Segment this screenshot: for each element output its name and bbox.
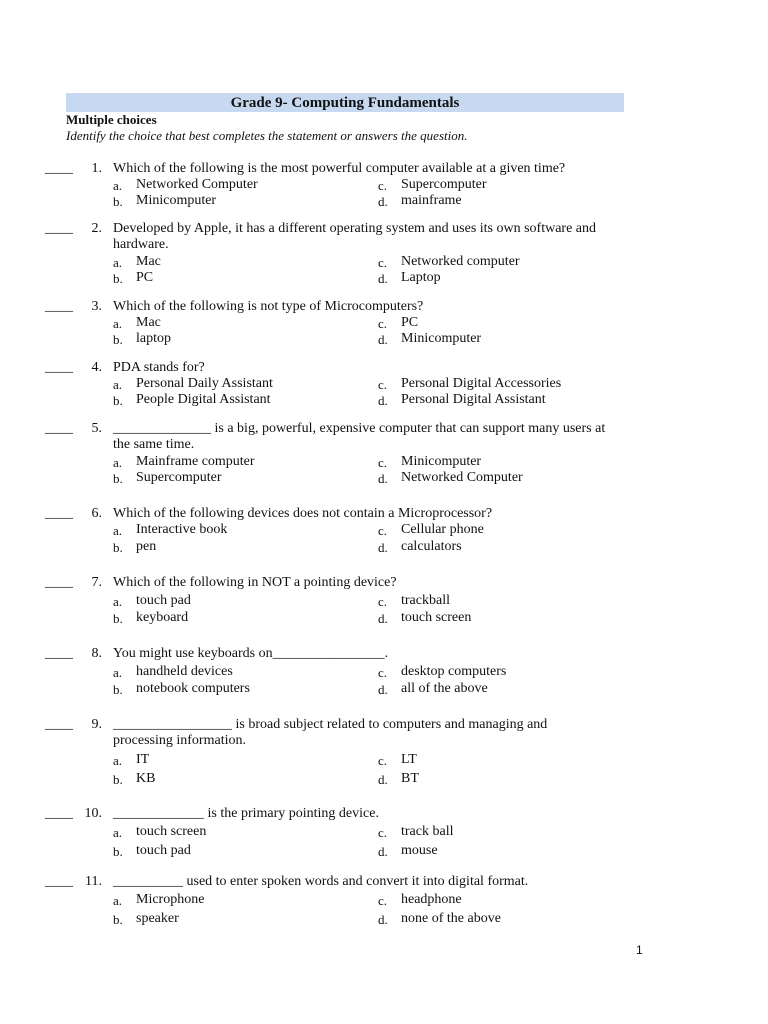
- option-letter: d.: [378, 271, 388, 286]
- answer-blank: ____: [45, 874, 73, 889]
- option-letter: c.: [378, 594, 388, 609]
- option-text: Minicomputer: [136, 193, 217, 208]
- option-letter: b.: [113, 471, 123, 486]
- option-text: Supercomputer: [136, 470, 222, 485]
- question-stem: You might use keyboards on________________.: [113, 646, 389, 661]
- option-letter: b.: [113, 194, 123, 209]
- option-text: track ball: [401, 824, 454, 839]
- option-letter: c.: [378, 255, 388, 270]
- option-letter: a.: [113, 893, 123, 908]
- option-text: LT: [401, 752, 417, 767]
- question-stem: Developed by Apple, it has a different operating system and uses its own software and hardware.: [113, 221, 597, 252]
- option-text: Networked computer: [401, 254, 520, 269]
- question-stem: PDA stands for?: [113, 360, 205, 375]
- section-heading: Multiple choices: [66, 112, 157, 127]
- question-number: 5.: [91, 421, 102, 436]
- option-text: Microphone: [136, 892, 205, 907]
- option-letter: b.: [113, 271, 123, 286]
- answer-blank: ____: [45, 421, 73, 436]
- option-letter: d.: [378, 912, 388, 927]
- option-letter: a.: [113, 255, 123, 270]
- option-text: Mac: [136, 254, 161, 269]
- option-text: Supercomputer: [401, 177, 487, 192]
- option-letter: b.: [113, 540, 123, 555]
- option-text: Personal Digital Assistant: [401, 392, 546, 407]
- option-text: Laptop: [401, 270, 441, 285]
- option-text: touch pad: [136, 843, 191, 858]
- answer-blank: ____: [45, 360, 73, 375]
- option-letter: b.: [113, 682, 123, 697]
- question-number: 8.: [91, 646, 102, 661]
- option-text: BT: [401, 771, 419, 786]
- option-text: notebook computers: [136, 681, 250, 696]
- answer-blank: ____: [45, 221, 73, 236]
- answer-blank: ____: [45, 575, 73, 590]
- option-text: PC: [401, 315, 419, 330]
- option-letter: d.: [378, 611, 388, 626]
- option-letter: c.: [378, 316, 388, 331]
- answer-blank: ____: [45, 161, 73, 176]
- option-letter: a.: [113, 825, 123, 840]
- option-text: none of the above: [401, 911, 501, 926]
- page-title: Grade 9- Computing Fundamentals: [230, 95, 460, 111]
- option-letter: d.: [378, 194, 388, 209]
- page-number: 1: [636, 943, 643, 957]
- option-text: Personal Digital Accessories: [401, 376, 562, 391]
- question-number: 2.: [91, 221, 102, 236]
- option-text: Interactive book: [136, 522, 228, 537]
- option-text: trackball: [401, 593, 450, 608]
- option-letter: c.: [378, 665, 388, 680]
- option-letter: c.: [378, 825, 388, 840]
- question-stem: _____________ is the primary pointing device.: [113, 806, 379, 821]
- option-letter: b.: [113, 393, 123, 408]
- answer-blank: ____: [45, 806, 73, 821]
- option-text: IT: [136, 752, 150, 767]
- answer-blank: ____: [45, 299, 73, 314]
- question-stem: Which of the following is not type of Microcomputers?: [113, 299, 424, 314]
- option-text: keyboard: [136, 610, 189, 625]
- option-text: touch pad: [136, 593, 191, 608]
- question-number: 1.: [91, 161, 102, 176]
- question-number: 6.: [91, 506, 102, 521]
- question-stem: _________________ is broad subject related to computers and managing and processing information.: [113, 717, 548, 748]
- option-text: calculators: [401, 539, 462, 554]
- option-letter: b.: [113, 912, 123, 927]
- option-text: mouse: [401, 843, 438, 858]
- answer-blank: ____: [45, 717, 73, 732]
- option-letter: a.: [113, 178, 123, 193]
- question-number: 7.: [91, 575, 102, 590]
- question-number: 3.: [91, 299, 102, 314]
- option-text: handheld devices: [136, 664, 233, 679]
- answer-blank: ____: [45, 646, 73, 661]
- option-text: speaker: [136, 911, 179, 926]
- option-letter: b.: [113, 332, 123, 347]
- option-text: pen: [136, 539, 157, 554]
- option-letter: a.: [113, 594, 123, 609]
- option-letter: d.: [378, 393, 388, 408]
- option-text: mainframe: [401, 193, 462, 208]
- option-letter: a.: [113, 523, 123, 538]
- option-letter: c.: [378, 893, 388, 908]
- option-text: all of the above: [401, 681, 488, 696]
- option-text: desktop computers: [401, 664, 507, 679]
- option-text: Mac: [136, 315, 161, 330]
- option-text: laptop: [136, 331, 171, 346]
- option-letter: d.: [378, 332, 388, 347]
- option-text: Networked Computer: [136, 177, 258, 192]
- option-letter: d.: [378, 772, 388, 787]
- option-text: People Digital Assistant: [136, 392, 271, 407]
- option-text: Minicomputer: [401, 454, 482, 469]
- option-text: Mainframe computer: [136, 454, 255, 469]
- question-stem: Which of the following devices does not contain a Microprocessor?: [113, 506, 493, 521]
- option-text: touch screen: [401, 610, 472, 625]
- question-number: 9.: [91, 717, 102, 732]
- question-stem: Which of the following in NOT a pointing device?: [113, 575, 397, 590]
- option-text: PC: [136, 270, 154, 285]
- question-stem: Which of the following is the most powerful computer available at a given time?: [113, 161, 566, 176]
- option-letter: b.: [113, 611, 123, 626]
- option-letter: a.: [113, 753, 123, 768]
- option-text: Cellular phone: [401, 522, 484, 537]
- question-stem: ______________ is a big, powerful, expensive computer that can support many users at the same time.: [113, 421, 606, 452]
- question-number: 10.: [84, 806, 102, 821]
- option-letter: c.: [378, 377, 388, 392]
- option-text: headphone: [401, 892, 462, 907]
- question-number: 4.: [91, 360, 102, 375]
- option-letter: a.: [113, 316, 123, 331]
- option-letter: c.: [378, 178, 388, 193]
- option-letter: a.: [113, 377, 123, 392]
- option-letter: d.: [378, 682, 388, 697]
- option-letter: b.: [113, 844, 123, 859]
- instructions: Identify the choice that best completes the statement or answers the question.: [66, 128, 468, 143]
- option-text: Networked Computer: [401, 470, 523, 485]
- option-letter: b.: [113, 772, 123, 787]
- option-letter: d.: [378, 540, 388, 555]
- option-letter: d.: [378, 471, 388, 486]
- option-text: Minicomputer: [401, 331, 482, 346]
- option-letter: c.: [378, 753, 388, 768]
- option-letter: a.: [113, 665, 123, 680]
- answer-blank: ____: [45, 506, 73, 521]
- question-stem: __________ used to enter spoken words and convert it into digital format.: [113, 874, 529, 889]
- question-number: 11.: [85, 874, 102, 889]
- option-text: touch screen: [136, 824, 207, 839]
- option-letter: d.: [378, 844, 388, 859]
- option-text: Personal Daily Assistant: [136, 376, 273, 391]
- option-letter: c.: [378, 523, 388, 538]
- option-letter: c.: [378, 455, 388, 470]
- option-letter: a.: [113, 455, 123, 470]
- option-text: KB: [136, 771, 156, 786]
